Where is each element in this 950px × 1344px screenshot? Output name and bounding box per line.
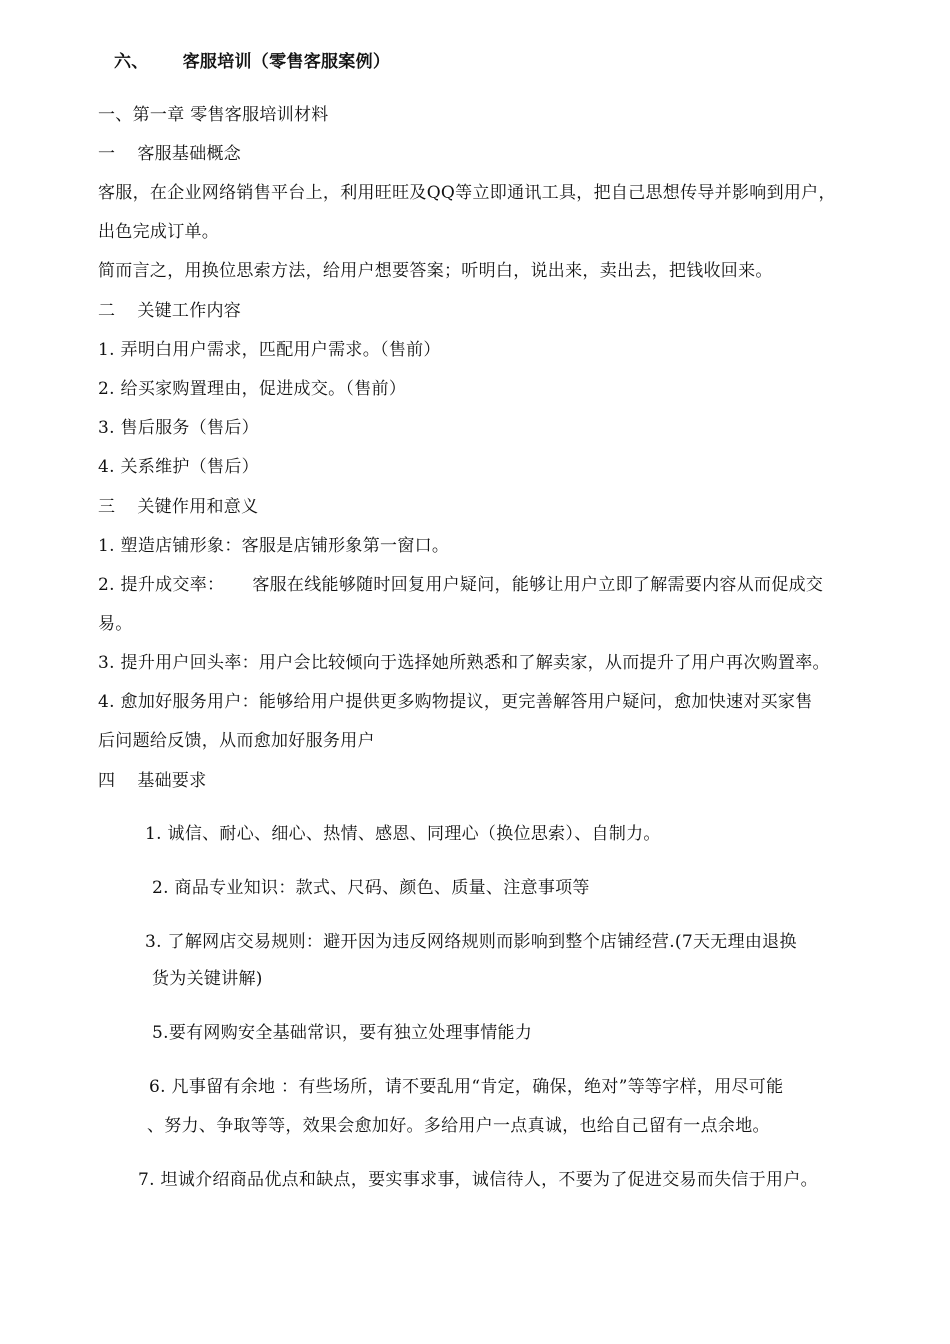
s3-heading	[98, 496, 258, 518]
s2-heading-num: 二	[98, 301, 116, 321]
s4-requirement-3-line-1: 3. 了解网店交易规则：避开因为违反网络规则而影响到整个店铺经营.(7天无理由退换	[145, 932, 797, 952]
chapter-heading: 一、第一章 零售客服培训材料	[98, 105, 329, 125]
s3-item-4-line-1: 4. 愈加好服务用户：能够给用户提供更多购物提议，更完善解答用户疑问，愈加快速对买家售	[98, 692, 813, 712]
s4-requirement-7: 7. 坦诚介绍商品优点和缺点，要实事求事，诚信待人，不要为了促进交易而失信于用户。	[138, 1170, 818, 1190]
section-number: 六、	[114, 52, 149, 72]
s4-heading-num: 四	[98, 771, 116, 791]
s4-requirement-1: 1. 诚信、耐心、细心、热情、感恩、同理心（换位思索）、自制力。	[145, 824, 661, 844]
s2-item-3: 3. 售后服务（售后）	[98, 418, 259, 438]
s1-heading	[98, 143, 241, 165]
s3-heading-num: 三	[98, 497, 116, 517]
s2-heading	[98, 300, 241, 322]
s1-paragraph-1-line-2: 出色完成订单。	[98, 222, 220, 242]
s1-heading-text: 客服基础概念	[137, 144, 242, 164]
s2-item-4: 4. 关系维护（售后）	[98, 457, 259, 477]
s1-paragraph-2: 简而言之，用换位思索方法，给用户想要答案；听明白，说出来，卖出去，把钱收回来。	[98, 261, 773, 281]
s4-requirement-5: 5.要有网购安全基础常识，要有独立处理事情能力	[152, 1023, 533, 1043]
s3-item-2-label: 2. 提升成交率：	[98, 575, 225, 595]
s3-item-4-line-2: 后问题给反馈，从而愈加好服务用户	[98, 731, 375, 751]
s4-heading-text: 基础要求	[137, 771, 207, 791]
s4-requirement-6-line-1: 6. 凡事留有余地 ：有些场所，请不要乱用“肯定，确保，绝对”等等字样，用尽可能	[149, 1077, 784, 1097]
s4-requirement-2: 2. 商品专业知识：款式、尺码、颜色、质量、注意事项等	[152, 878, 590, 898]
section-title	[114, 51, 390, 73]
s3-item-2-continuation: 易。	[98, 614, 133, 634]
s3-item-2	[98, 574, 823, 596]
s2-item-1: 1. 弄明白用户需求，匹配用户需求。（售前）	[98, 340, 441, 360]
s3-heading-text: 关键作用和意义	[137, 497, 259, 517]
s2-item-2: 2. 给买家购置理由，促进成交。（售前）	[98, 379, 407, 399]
s1-paragraph-1-line-1: 客服，在企业网络销售平台上，利用旺旺及QQ等立即通讯工具，把自己思想传导并影响到用户，	[98, 183, 836, 203]
s3-item-3: 3. 提升用户回头率：用户会比较倾向于选择她所熟悉和了解卖家，从而提升了用户再次购置率。	[98, 653, 830, 673]
section-title-text: 客服培训（零售客服案例）	[182, 52, 391, 72]
s3-item-2-text: 客服在线能够随时回复用户疑问，能够让用户立即了解需要内容从而促成交	[252, 575, 824, 595]
s4-requirement-3-line-2: 货为关键讲解)	[152, 969, 263, 989]
s2-heading-text: 关键工作内容	[137, 301, 242, 321]
s4-requirement-6-line-2: 、努力、争取等等，效果会愈加好。多给用户一点真诚，也给自己留有一点余地。	[147, 1116, 770, 1136]
s4-heading	[98, 770, 207, 792]
s3-item-1: 1. 塑造店铺形象：客服是店铺形象第一窗口。	[98, 536, 450, 556]
s1-heading-num: 一	[98, 144, 116, 164]
